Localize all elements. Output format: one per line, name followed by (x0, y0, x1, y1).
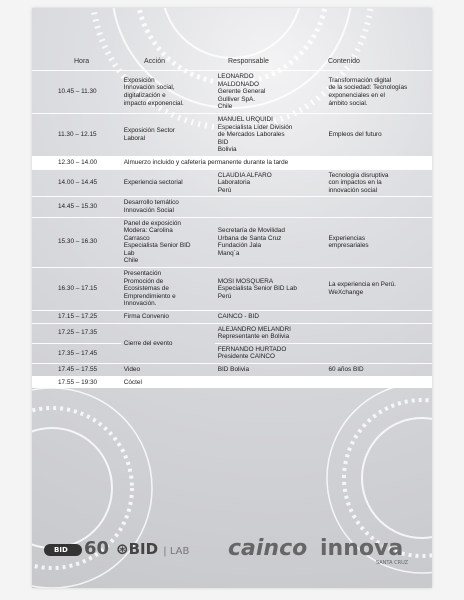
cell-accion: Presentación Promoción de Ecosistemas de Emprendimiento e Innovación. (121, 268, 215, 311)
table-header (32, 58, 432, 70)
header-hora: Hora (74, 58, 90, 65)
cell-accion: Video (121, 364, 215, 377)
cell-responsable (215, 197, 326, 217)
cell-contenido (325, 311, 432, 324)
cell-responsable: CAINCO - BID (215, 311, 326, 324)
cainco-logo: cainco (228, 536, 308, 561)
cell-accion: Desarrollo temático Innovación Social (121, 197, 215, 217)
agenda-table (32, 70, 432, 388)
cell-hora: 14.00 – 14.45 (32, 169, 121, 197)
cell-hora: 17.25 – 17.35 (32, 323, 121, 343)
agenda-row (32, 217, 432, 268)
cell-hora: 10.45 – 11.30 (32, 71, 121, 114)
cell-contenido: Empleos del futuro (325, 113, 432, 156)
cell-hora: 16.30 – 17.15 (32, 268, 121, 311)
cell-responsable: BID Bolivia (215, 364, 326, 377)
cell-responsable: FERNANDO HURTADO Presidente CAINCO (215, 343, 326, 363)
cell-hora: 14.45 – 15.30 (32, 197, 121, 217)
bid-lab-logo (116, 540, 189, 558)
agenda-row (32, 169, 432, 197)
cell-hora: 17.45 – 17.55 (32, 364, 121, 377)
bid-icon: ⊛ (116, 540, 129, 558)
cell-contenido (325, 323, 432, 343)
cell-contenido: Transformación digital de la sociedad: Tecnologías exponenciales en el ámbito social. (325, 71, 432, 114)
cell-responsable: CLAUDIA ALFARO Laboratoria Perú (215, 169, 326, 197)
bid-badge-text: BID (54, 546, 68, 554)
cell-hora: 17.55 – 19:30 (32, 376, 121, 388)
cell-responsable: ALEJANDRO MELANDRI Representante en Bolivia (215, 323, 326, 343)
cell-contenido: La experiencia en Perú. WeXchange (325, 268, 432, 311)
cell-responsable: Secretaría de Movilidad Urbana de Santa Cruz Fundación Jala Manq´a (215, 217, 326, 268)
cell-contenido: Experiencias empresariales (325, 217, 432, 268)
cell-accion: Almuerzo incluido y cafetería permanente durante la tarde (121, 156, 432, 169)
header-contenido: Contenido (328, 58, 360, 65)
agenda-row (32, 323, 432, 343)
cell-hora: 12.30 – 14.00 (32, 156, 121, 169)
cell-hora: 15.30 – 16.30 (32, 217, 121, 268)
bid-60-badge-logo (44, 544, 82, 556)
cell-responsable: MOSI MOSQUERA Especialista Senior BID Lab Perú (215, 268, 326, 311)
cell-accion: Experiencia sectorial (121, 169, 215, 197)
cell-responsable: LEONARDO MALDONADO Gerente General Gulliver SpA. Chile (215, 71, 326, 114)
cell-contenido: 60 años BID (325, 364, 432, 377)
cell-responsable: MANUEL URQUIDI Especialista Líder División de Mercados Laborales BID Bolivia (215, 113, 326, 156)
sixty-logo: 60 (84, 538, 110, 559)
cell-contenido (325, 343, 432, 363)
cell-accion: Panel de exposición Modera: Carolina Carrasco Especialista Senior BID Lab Chile (121, 217, 215, 268)
header-accion: Acción (144, 58, 166, 65)
lab-text: | LAB (163, 546, 190, 557)
agenda-row (32, 113, 432, 156)
agenda-row (32, 71, 432, 114)
agenda-row (32, 376, 432, 388)
cell-accion: Firma Convenio (121, 311, 215, 324)
logo-bar (32, 532, 432, 572)
innova-logo: innova (320, 536, 404, 561)
cell-hora: 17.15 – 17.25 (32, 311, 121, 324)
cell-hora: 17.35 – 17.45 (32, 343, 121, 363)
cell-accion: Cierre del evento (121, 323, 215, 363)
cell-accion: Exposición Sector Laboral (121, 113, 215, 156)
innova-subtitle: SANTA CRUZ (376, 560, 409, 566)
cell-accion: Cóctel (121, 376, 432, 388)
cell-contenido (325, 197, 432, 217)
agenda-row (32, 156, 432, 169)
cell-accion: Exposición Innovación social, digitalización e impacto exponencial. (121, 71, 215, 114)
agenda-row (32, 311, 432, 324)
agenda-row (32, 197, 432, 217)
cell-contenido: Tecnología disruptiva con impactos en la innovación social (325, 169, 432, 197)
agenda-row (32, 268, 432, 311)
cell-hora: 11.30 – 12.15 (32, 113, 121, 156)
bid-text: BID (128, 540, 159, 558)
agenda-row (32, 364, 432, 377)
header-responsable: Responsable (228, 58, 269, 65)
agenda-row (32, 343, 432, 363)
